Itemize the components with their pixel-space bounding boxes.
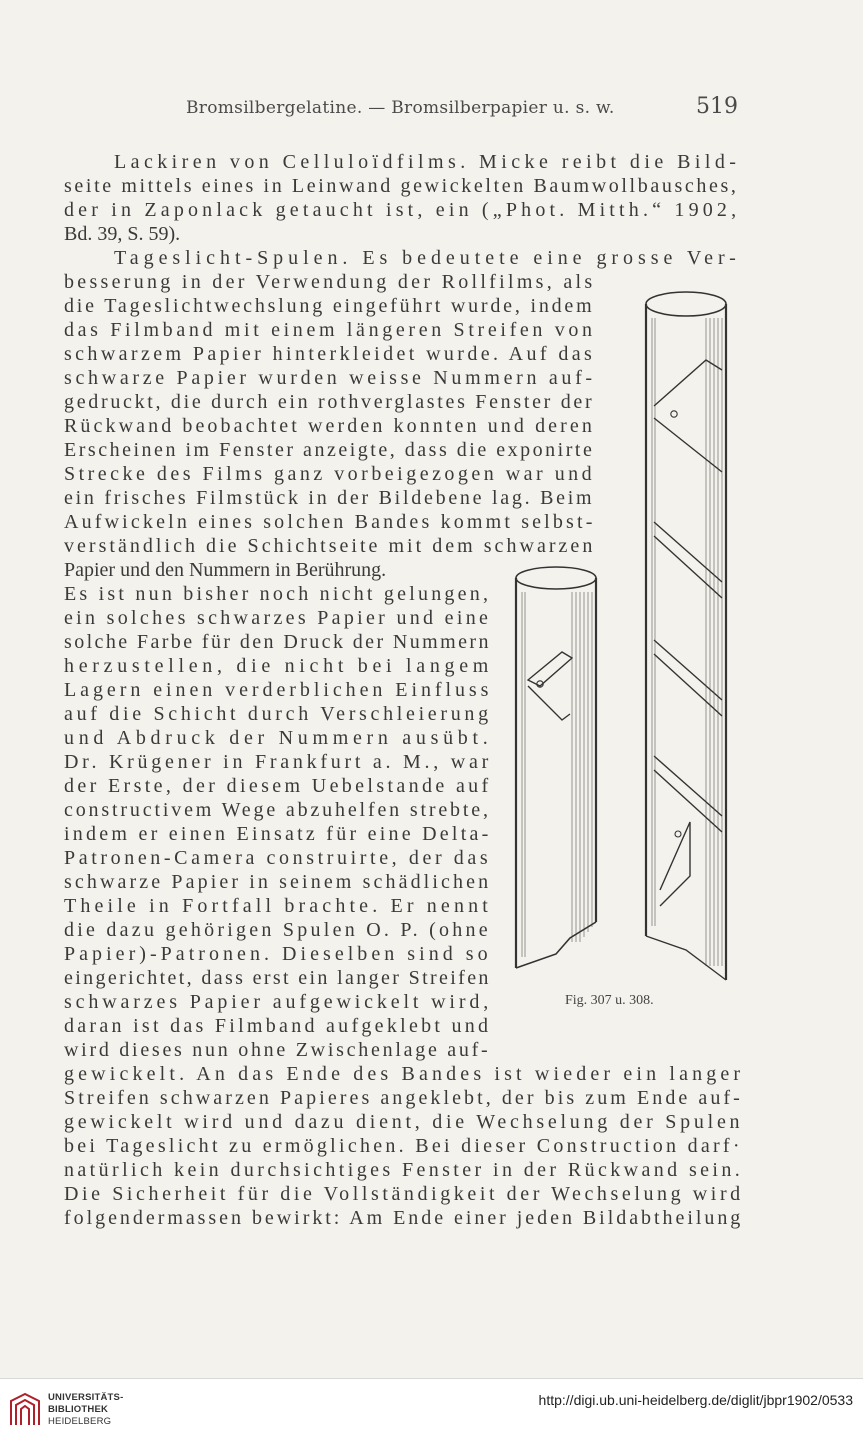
text-line: ein solches schwarzes Papier und eine xyxy=(64,607,492,629)
text-line: daran ist das Filmband aufgeklebt und xyxy=(64,1015,492,1037)
text-line: Patronen-Camera construirte, der das xyxy=(64,847,492,869)
text-line: gedruckt, die durch ein rothverglastes Fenster der xyxy=(64,391,595,413)
page-number: 519 xyxy=(696,94,738,119)
text-line: auf die Schicht durch Verschleierung xyxy=(64,703,492,725)
text-line: Erscheinen im Fenster anzeigte, dass die exponirte xyxy=(64,439,595,461)
text-line: schwarzes Papier aufgewickelt wird, xyxy=(64,991,493,1013)
text-line: die dazu gehörigen Spulen O. P. (ohne xyxy=(64,919,491,941)
text-line: solche Farbe für den Druck der Nummern xyxy=(64,631,491,653)
text-line: Es ist nun bisher noch nicht gelungen, xyxy=(64,583,492,605)
text-line: der in Zaponlack getaucht ist, ein („Phot. Mitth.“ 1902, xyxy=(64,199,741,221)
text-line: natürlich kein durchsichtiges Fenster in der Rückwand sein. xyxy=(64,1159,744,1181)
text-line: folgendermassen bewirkt: Am Ende einer jeden Bildabtheilung xyxy=(64,1207,744,1229)
text-line: schwarzem Papier hinterkleidet wurde. Auf das xyxy=(64,343,596,365)
text-line: wird dieses nun ohne Zwischenlage auf- xyxy=(64,1039,491,1061)
footer-bar xyxy=(0,1378,863,1440)
text-line: verständlich die Schichtseite mit dem schwarzen xyxy=(64,535,596,557)
text-line: das Filmband mit einem längeren Streifen von xyxy=(64,319,596,341)
text-line: Die Sicherheit für die Vollständigkeit der Wechselung wird xyxy=(64,1183,744,1205)
text-line: der Erste, der diesem Uebelstande auf xyxy=(64,775,492,797)
text-line: seite mittels eines in Leinwand gewickelten Baumwollbausches, xyxy=(64,175,739,197)
permalink-url[interactable]: http://digi.ub.uni-heidelberg.de/diglit/jbpr1902/0533 xyxy=(538,1392,853,1408)
university-library-logo-icon xyxy=(8,1391,42,1429)
text-line: Lackiren von Celluloïdfilms. Micke reibt die Bild- xyxy=(114,151,741,173)
text-line: Theile in Fortfall brachte. Er nennt xyxy=(64,895,492,917)
text-line: Tageslicht-Spulen. Es bedeutete eine grosse Ver- xyxy=(114,247,741,269)
text-line: die Tageslichtwechslung eingeführt wurde, indem xyxy=(64,295,595,317)
text-line: Papier)-Patronen. Dieselben sind so xyxy=(64,943,492,965)
text-line: schwarze Papier in seinem schädlichen xyxy=(64,871,492,893)
text-line: Rückwand beobachtet werden konnten und deren xyxy=(64,415,595,437)
library-name-line3: HEIDELBERG xyxy=(48,1416,112,1427)
text-line: herzustellen, die nicht bei langem xyxy=(64,655,494,677)
text-line: Aufwickeln eines solchen Bandes kommt selbst- xyxy=(64,511,596,533)
text-line: ein frisches Filmstück in der Bildebene lag. Beim xyxy=(64,487,595,509)
figure-caption: Fig. 307 u. 308. xyxy=(565,993,654,1008)
text-line: eingerichtet, dass erst ein langer Streifen xyxy=(64,967,491,989)
text-line: Streifen schwarzen Papieres angeklebt, der bis zum Ende auf- xyxy=(64,1087,743,1109)
figure-small-spool xyxy=(510,562,602,980)
library-name-line2: BIBLIOTHEK xyxy=(48,1404,109,1415)
text-line: gewickelt wird und dazu dient, die Wechselung der Spulen xyxy=(64,1111,744,1133)
text-line: schwarze Papier wurden weisse Nummern auf- xyxy=(64,367,596,389)
text-line: bei Tageslicht zu ermöglichen. Bei dieser Construction darf· xyxy=(64,1135,743,1157)
figure-tall-spool xyxy=(640,286,732,986)
text-line: Lagern einen verderblichen Einfluss xyxy=(64,679,493,701)
text-line: besserung in der Verwendung der Rollfilms, als xyxy=(64,271,596,293)
library-name-line1: UNIVERSITÄTS- xyxy=(48,1392,124,1403)
text-line: constructivem Wege abzuhelfen strebte, xyxy=(64,799,491,821)
text-line: Bd. 39, S. 59). xyxy=(64,223,181,245)
text-line: Strecke des Films ganz vorbeigezogen war und xyxy=(64,463,596,485)
running-title: Bromsilbergelatine. — Bromsilberpapier u. s. w. xyxy=(186,98,615,118)
text-line: Papier und den Nummern in Berührung. xyxy=(64,559,387,581)
text-line: gewickelt. An das Ende des Bandes ist wieder ein langer xyxy=(64,1063,745,1085)
text-line: Dr. Krügener in Frankfurt a. M., war xyxy=(64,751,492,773)
text-line: und Abdruck der Nummern ausübt. xyxy=(64,727,493,749)
text-line: indem er einen Einsatz für eine Delta- xyxy=(64,823,492,845)
